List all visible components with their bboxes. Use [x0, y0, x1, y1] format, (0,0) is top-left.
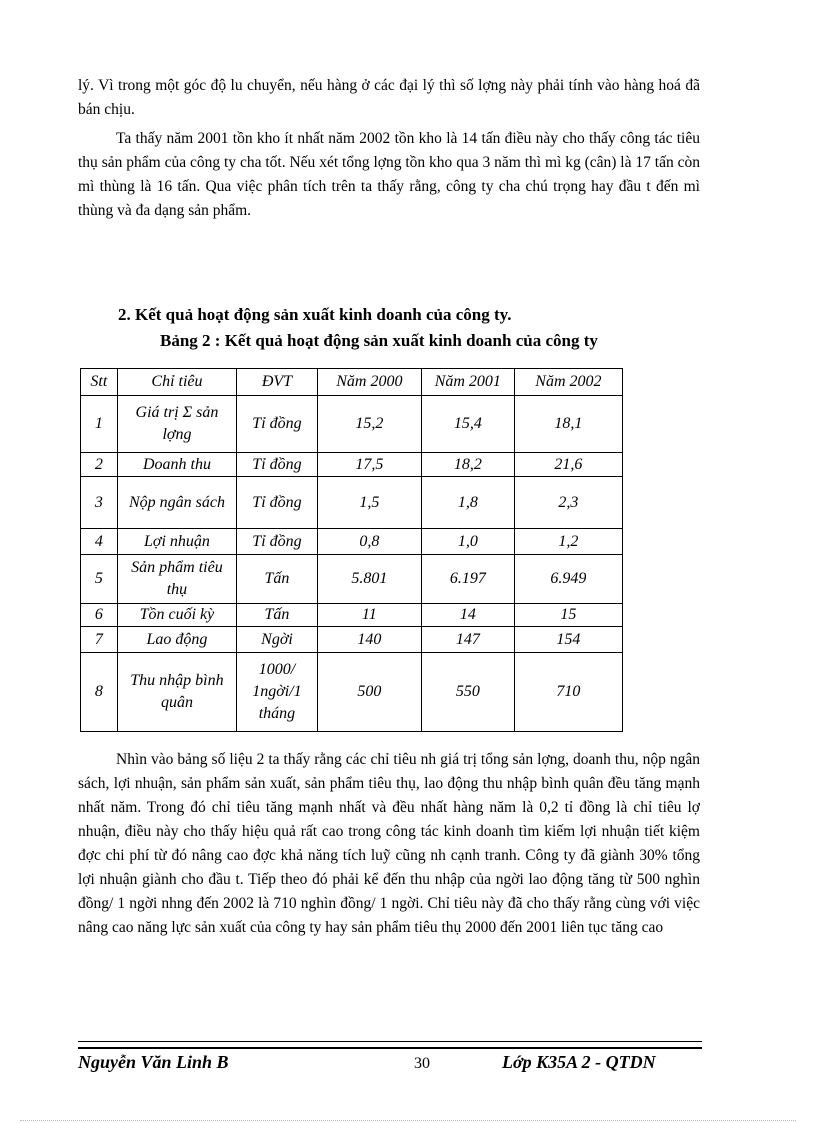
- row-value-2002: 1,2: [514, 529, 622, 555]
- row-unit: Ngời: [237, 627, 318, 653]
- row-indicator: Lợi nhuận: [117, 529, 236, 555]
- row-value-2001: 15,4: [421, 396, 514, 453]
- row-indicator: Doanh thu: [117, 453, 236, 477]
- row-value-2000: 17,5: [317, 453, 421, 477]
- row-value-2001: 147: [421, 627, 514, 653]
- row-value-2001: 18,2: [421, 453, 514, 477]
- bottom-dotted-line: [20, 1120, 796, 1121]
- row-unit: Tỉ đồng: [237, 396, 318, 453]
- table-row: [81, 627, 623, 653]
- header-year-2000: Năm 2000: [317, 369, 421, 396]
- row-stt: 1: [81, 396, 118, 453]
- row-indicator: Giá trị Σ sản lợng: [117, 396, 236, 453]
- row-value-2002: 15: [514, 604, 622, 627]
- row-stt: 5: [81, 555, 118, 604]
- row-value-2000: 11: [317, 604, 421, 627]
- table-row: [81, 555, 623, 604]
- row-stt: 2: [81, 453, 118, 477]
- row-value-2000: 15,2: [317, 396, 421, 453]
- row-value-2000: 140: [317, 627, 421, 653]
- row-value-2000: 0,8: [317, 529, 421, 555]
- row-value-2001: 1,8: [421, 477, 514, 529]
- header-year-2002: Năm 2002: [514, 369, 622, 396]
- row-value-2001: 1,0: [421, 529, 514, 555]
- results-table: [80, 368, 623, 732]
- row-stt: 7: [81, 627, 118, 653]
- row-unit: Tỉ đồng: [237, 529, 318, 555]
- table-row: [81, 396, 623, 453]
- row-unit: Tỉ đồng: [237, 477, 318, 529]
- row-stt: 6: [81, 604, 118, 627]
- page-number: 30: [414, 1055, 430, 1072]
- row-unit: 1000/ 1ngời/1 tháng: [237, 653, 318, 732]
- row-unit: Tấn: [237, 555, 318, 604]
- table-row: [81, 453, 623, 477]
- row-stt: 4: [81, 529, 118, 555]
- table-row: [81, 653, 623, 732]
- row-value-2001: 550: [421, 653, 514, 732]
- row-indicator: Sản phẩm tiêu thụ: [117, 555, 236, 604]
- row-value-2002: 2,3: [514, 477, 622, 529]
- table-row: [81, 529, 623, 555]
- row-indicator: Thu nhập bình quân: [117, 653, 236, 732]
- row-value-2000: 1,5: [317, 477, 421, 529]
- row-value-2000: 5.801: [317, 555, 421, 604]
- row-stt: 8: [81, 653, 118, 732]
- paragraph-continuation: lý. Vì trong một góc độ lu chuyển, nếu hàng ở các đại lý thì số lợng này phải tính vào hàng hoá đã bán chịu.: [78, 77, 700, 118]
- row-indicator: Tồn cuối kỳ: [117, 604, 236, 627]
- row-unit: Tấn: [237, 604, 318, 627]
- header-stt: Stt: [81, 369, 118, 396]
- row-value-2000: 500: [317, 653, 421, 732]
- footer-author: Nguyễn Văn Linh B: [78, 1052, 229, 1072]
- row-value-2002: 6.949: [514, 555, 622, 604]
- row-indicator: Lao động: [117, 627, 236, 653]
- row-stt: 3: [81, 477, 118, 529]
- section-heading: 2. Kết quả hoạt động sản xuất kinh doanh của công ty.: [118, 305, 512, 324]
- table-caption: Bảng 2 : Kết quả hoạt động sản xuất kinh doanh của công ty: [160, 331, 598, 350]
- paragraph-analysis: Nhìn vào bảng số liệu 2 ta thấy rằng các chỉ tiêu nh giá trị tổng sản lợng, doanh thu, nộp ngân sách, lợi nhuận, sản phẩm sản xuất, sản phẩm tiêu thụ, lao động thu nhập bình quân đều tăng mạnh nhất năm. Trong đó chỉ tiêu tăng mạnh nhất và đều nhất hàng năm là 0,2 tỉ đồng là chỉ tiêu lợ nhuận, điều này cho thấy hiệu quả rất cao trong công tác kinh doanh tìm kiếm lợi nhuận tiết kiệm đợc chi phí từ đó nâng cao đợc khả năng tích luỹ cũng nh cạnh tranh. Công ty đã giành 30% tổng lợi nhuận giành cho đầu t. Tiếp theo đó phải kể đến thu nhập của ngời lao động tăng từ 500 nghìn đồng/ 1 ngời nhng đến 2002 là 710 nghìn đồng/ 1 ngời. Chỉ tiêu này đã cho thấy rằng cùng với việc nâng cao năng lực sản xuất của công ty hay sản phẩm tiêu thụ 2000 đến 2001 liên tục tăng cao: [78, 751, 700, 936]
- row-unit: Tỉ đồng: [237, 453, 318, 477]
- table-row: [81, 477, 623, 529]
- header-year-2001: Năm 2001: [421, 369, 514, 396]
- paragraph-inventory: Ta thấy năm 2001 tồn kho ít nhất năm 2002 tồn kho là 14 tấn điều này cho thấy công tác tiêu thụ sản phẩm của công ty cha tốt. Nếu xét tổng lợng tồn kho qua 3 năm thì mì kg (cân) là 17 tấn còn mì thùng là 16 tấn. Qua việc phân tích trên ta thấy rằng, công ty cha chú trọng hay đầu t đến mì thùng và đa dạng sản phẩm.: [78, 130, 700, 219]
- row-value-2002: 710: [514, 653, 622, 732]
- footer-rule: [78, 1041, 702, 1049]
- row-indicator: Nộp ngân sách: [117, 477, 236, 529]
- row-value-2001: 6.197: [421, 555, 514, 604]
- header-indicator: Chỉ tiêu: [117, 369, 236, 396]
- row-value-2001: 14: [421, 604, 514, 627]
- footer-class: Lớp K35A 2 - QTDN: [502, 1052, 656, 1072]
- table-header-row: [81, 369, 623, 396]
- row-value-2002: 21,6: [514, 453, 622, 477]
- row-value-2002: 18,1: [514, 396, 622, 453]
- header-unit: ĐVT: [237, 369, 318, 396]
- row-value-2002: 154: [514, 627, 622, 653]
- table-row: [81, 604, 623, 627]
